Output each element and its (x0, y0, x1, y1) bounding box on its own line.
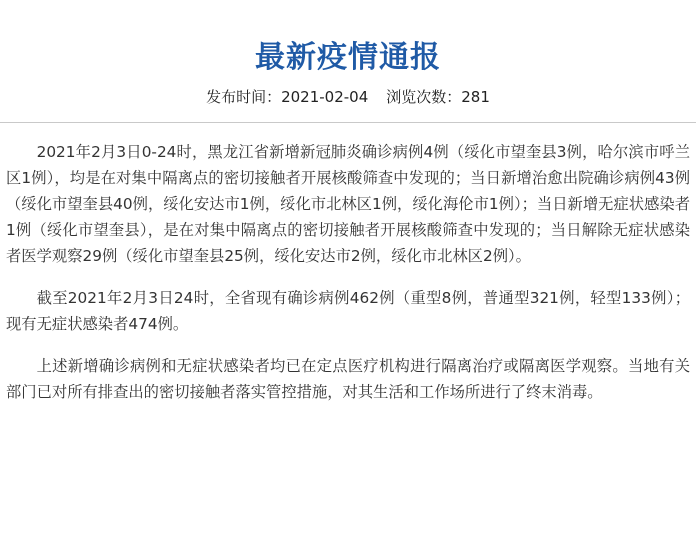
view-count: 浏览次数：281 (386, 88, 490, 106)
paragraph: 2021年2月3日0-24时，黑龙江省新增新冠肺炎确诊病例4例（绥化市望奎县3例，哈尔滨市呼兰区1例），均是在对集中隔离点的密切接触者开展核酸筛查中发现的；当日新增治愈出院确诊病例43例（绥化市望奎县40例，绥化安达市1例，绥化市北林区1例，绥化海伦市1例）；当日新增无症状感染者1例（绥化市望奎县），是在对集中隔离点的密切接触者开展核酸筛查中发现的；当日解除无症状感染者医学观察29例（绥化市望奎县25例，绥化安达市2例，绥化市北林区2例）。 (6, 143, 690, 265)
page-title: 最新疫情通报 (255, 40, 441, 76)
divider (0, 122, 696, 123)
article-body (6, 139, 690, 421)
paragraph: 上述新增确诊病例和无症状感染者均已在定点医疗机构进行隔离治疗或隔离医学观察。当地有关部门已对所有排查出的密切接触者落实管控措施，对其生活和工作场所进行了终末消毒。 (6, 357, 690, 401)
publish-time: 发布时间：2021-02-04 (206, 88, 369, 106)
article-meta (0, 86, 696, 108)
paragraph: 截至2021年2月3日24时，全省现有确诊病例462例（重型8例，普通型321例，轻型133例）；现有无症状感染者474例。 (6, 289, 690, 333)
